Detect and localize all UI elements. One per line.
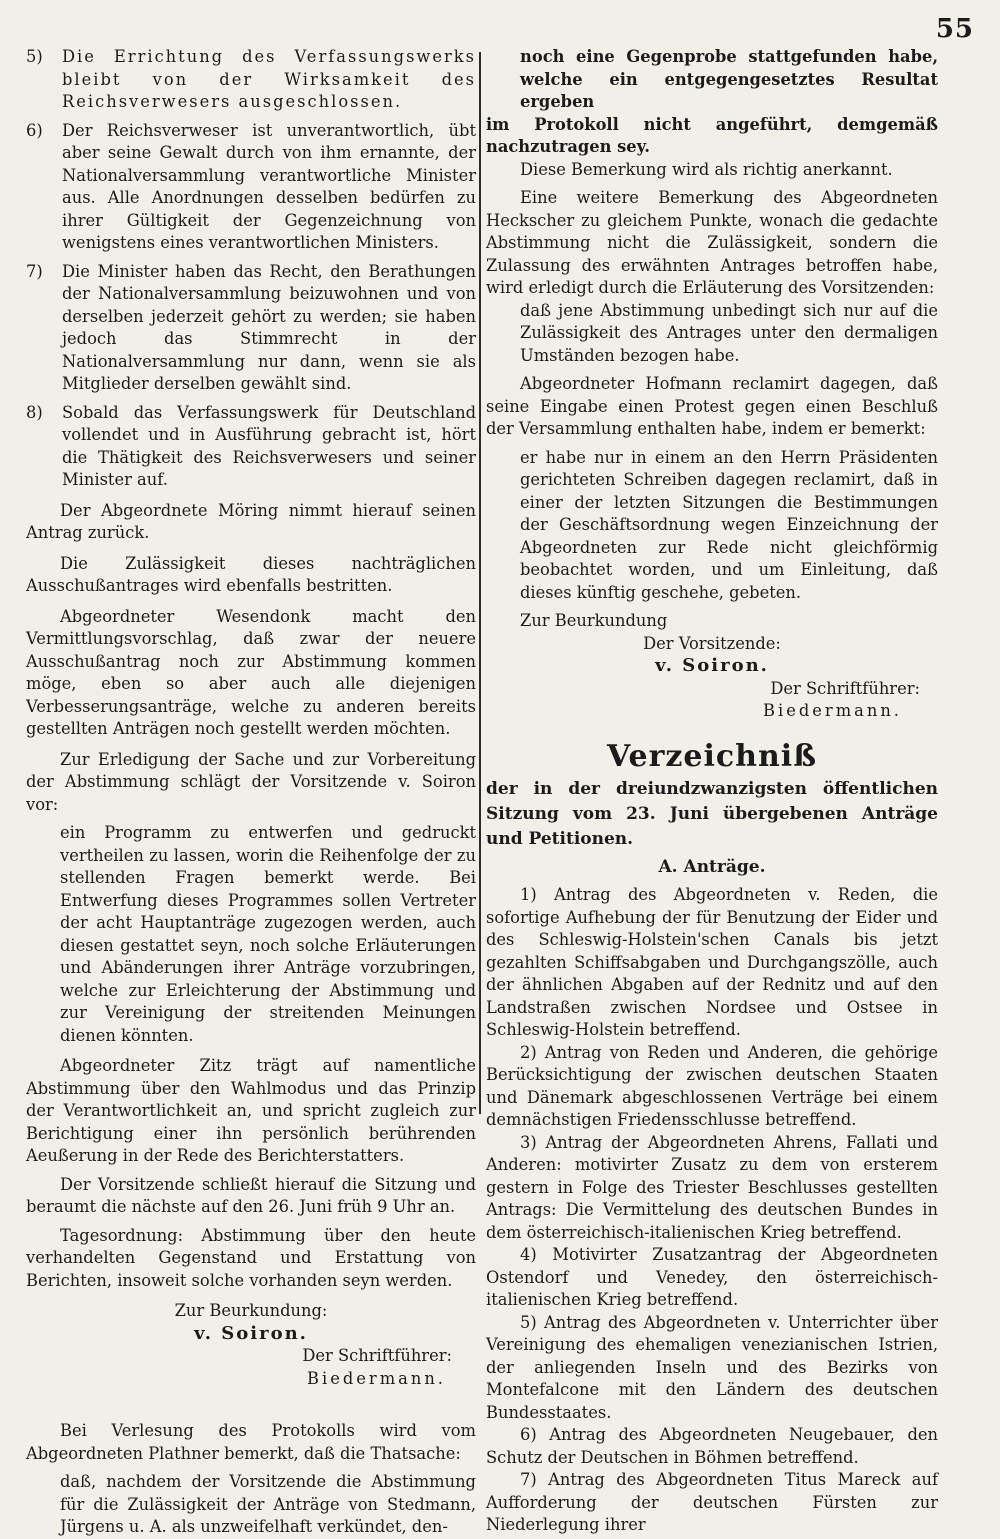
antrag-7: 7) Antrag des Abgeordneten Titus Mareck auf Aufforderung der deutschen Fürsten zur Niederlegung ihrer [486,1470,938,1534]
item-text: Der Reichsverweser ist unverantwortlich, übt aber seine Gewalt durch von ihm ernannte, der Nationalversammlung verantwortliche Minister aus. Alle Anordnungen desselben bedürfen zu ihrer Gültigkeit der Gegenzeichnung von wenigstens eines verantwortlichen Ministers. [62,120,476,252]
column-divider [479,52,481,1114]
paragraph-dass: daß, nachdem der Vorsitzende die Abstimmung für die Zulässigkeit der Anträge von Stedmann, Jürgens u. A. als unzweifelhaft verkündet, den- [60,1472,476,1536]
paragraph-zulaessigkeit: Die Zulässigkeit dieses nachträglichen Ausschußantrages wird ebenfalls bestritten. [26,553,476,595]
paragraph-moering: Der Abgeordnete Möring nimmt hierauf seinen Antrag zurück. [26,500,476,542]
list-item [26,261,476,396]
paragraph-verlesung: Bei Verlesung des Protokolls wird vom Abgeordneten Plathner bemerkt, daß die Thatsache: [26,1421,476,1463]
list-item [26,46,476,114]
item-text: Sobald das Verfassungswerk für Deutschland vollendet und in Ausführung gebracht ist, hört die Thätigkeit des Reichsverwesers und seiner Minister auf. [62,402,476,489]
section-heading: Verzeichniß [606,738,817,774]
vorsitzende-label: Der Vorsitzende: [643,633,781,653]
paragraph-heckscher: Eine weitere Bemerkung des Abgeordneten Heckscher zu gleichem Punkte, wonach die gedachte Abstimmung nicht die Zulässigkeit, sondern die Zulassung des erwähnten Antrages betroffen habe, wird erledigt durch die Erläuterung des Vorsitzenden: [486,188,938,297]
paragraph-richtig: Diese Bemerkung wird als richtig anerkannt. [520,159,893,179]
paragraph-continuation-2: im Protokoll nicht angeführt, demgemäß nachzutragen sey. [486,114,938,156]
paragraph-zitz: Abgeordneter Zitz trägt auf namentliche Abstimmung über den Wahlmodus und das Prinzip der Verantwortlichkeit an, und spricht zugleich zur Berichtigung einer ihn persönlich berührenden Aeußerung in der Rede des Berichterstatters. [26,1056,476,1165]
section-title-antraege: A. Anträge. [658,856,766,877]
paragraph-schliesst: Der Vorsitzende schließt hierauf die Sitzung und beraumt die nächste auf den 26. Juni früh 9 Uhr an. [26,1174,476,1216]
paragraph-continuation: noch eine Gegenprobe stattgefunden habe, welche ein entgegengesetztes Resultat ergeben [520,47,938,111]
signature-biedermann: Biedermann. [307,1368,446,1388]
antrag-4: 4) Motivirter Zusatzantrag der Abgeordneten Ostendorf und Venedey, den österreichisch-italienischen Krieg betreffend. [486,1245,938,1309]
item-number: 8) [26,402,43,422]
item-text: Die Errichtung des Verfassungswerks bleibt von der Wirksamkeit des Reichsverwesers ausgeschlossen. [62,47,476,111]
section-subheading: der in der dreiundzwanzigsten öffentlichen Sitzung vom 23. Juni übergebenen Anträge und Petitionen. [486,778,938,849]
schriftfuehrer-label: Der Schriftführer: [770,678,920,698]
antrag-3: 3) Antrag der Abgeordneten Ahrens, Fallati und Anderen: motivirter Zusatz zu dem von ersterem gestern in Folge des Triester Beschlusses gestellten Antrags: Die Vermittelung des deutschen Bundes in dem österreichisch-italienischen Krieg betreffend. [486,1132,938,1242]
left-column [26,46,476,1539]
schriftfuehrer-label: Der Schriftführer: [302,1346,452,1365]
beurkundung-label: Zur Beurkundung [520,611,668,630]
signature-soiron: v. Soiron. [194,1322,308,1344]
list-item [26,120,476,255]
paragraph-reclamirt: er habe nur in einem an den Herrn Präsidenten gerichteten Schreiben dagegen reclamirt, daß in einer der letzten Sitzungen die Bestimmungen der Geschäftsordnung wegen Einzeichnung der Abgeordneten zur Rede nicht gleichförmig beobachtet worden, und um Einleitung, daß dieses künftig geschehe, gebeten. [520,447,938,602]
item-number: 7) [26,261,43,281]
item-number: 5) [26,47,43,66]
antrag-5: 5) Antrag des Abgeordneten v. Unterrichter über Vereinigung des ehemaligen venezianischen Istrien, der anliegenden Inseln und des Bezirks von Montefalcone mit den Ländern des deutschen Bundesstaates. [486,1312,938,1422]
antrag-2: 2) Antrag von Reden und Anderen, die gehörige Berücksichtigung der zwischen deutschen Staaten und Dänemark abgeschlossenen Verträge bei einem demnächstigen Friedensschlusse betreffend. [486,1042,938,1129]
signature-soiron: v. Soiron. [655,655,769,676]
item-text: Die Minister haben das Recht, den Berathungen der Nationalversammlung beizuwohnen und von derselben jederzeit gehört zu werden; sie haben jedoch das Stimmrecht in der Nationalversammlung nur dann, wenn sie als Mitglieder derselben gewählt sind. [62,261,476,393]
page-number: 55 [935,14,974,44]
beurkundung-label: Zur Beurkundung: [174,1301,328,1320]
paragraph-erledigung: Zur Erledigung der Sache und zur Vorbereitung der Abstimmung schlägt der Vorsitzende v. Soiron vor: [26,749,476,814]
paragraph-bezogen: daß jene Abstimmung unbedingt sich nur auf die Zulässigkeit des Antrages unter den dermaligen Umständen bezogen habe. [520,300,938,365]
paragraph-programm: ein Programm zu entwerfen und gedruckt vertheilen zu lassen, worin die Reihenfolge der zu stellenden Fragen bemerkt werde. Bei Entwerfung dieses Programmes sollen Vertreter der acht Hauptanträge zugezogen werden, auch diesen gestattet seyn, noch solche Erläuterungen und Abänderungen ihrer Anträge vorzubringen, welche zur Erleichterung der Abstimmung und zur Vereinigung der streitenden Meinungen dienen könnten. [60,823,476,1045]
list-item [26,402,476,492]
right-column [486,46,938,1537]
paragraph-wesendonk: Abgeordneter Wesendonk macht den Vermittlungsvorschlag, daß zwar der neuere Ausschußantrag noch zur Abstimmung kommen möge, eben so aber auch alle diejenigen Verbesserungsanträge, welche zu anderen bereits gestellten Anträgen noch gestellt werden möchten. [26,606,476,738]
signature-biedermann: Biedermann. [763,701,902,720]
paragraph-hofmann: Abgeordneter Hofmann reclamirt dagegen, daß seine Eingabe einen Protest gegen einen Beschluß der Versammlung enthalten habe, indem er bemerkt: [486,374,938,438]
antrag-6: 6) Antrag des Abgeordneten Neugebauer, den Schutz der Deutschen in Böhmen betreffend. [486,1425,938,1467]
item-number: 6) [26,120,43,140]
antrag-1: 1) Antrag des Abgeordneten v. Reden, die sofortige Aufhebung der für Benutzung der Eider und des Schleswig-Holstein'schen Canals bis jetzt gezahlten Schiffsabgaben und Durchgangszölle, auch der ähnlichen Abgaben auf der Rednitz und auf den Landstraßen zwischen Nordsee und Ostsee in Schleswig-Holstein betreffend. [486,885,938,1039]
paragraph-tagesordnung: Tagesordnung: Abstimmung über den heute verhandelten Gegenstand und Erstattung von Berichten, insoweit solche vorhanden seyn werden. [26,1225,476,1290]
